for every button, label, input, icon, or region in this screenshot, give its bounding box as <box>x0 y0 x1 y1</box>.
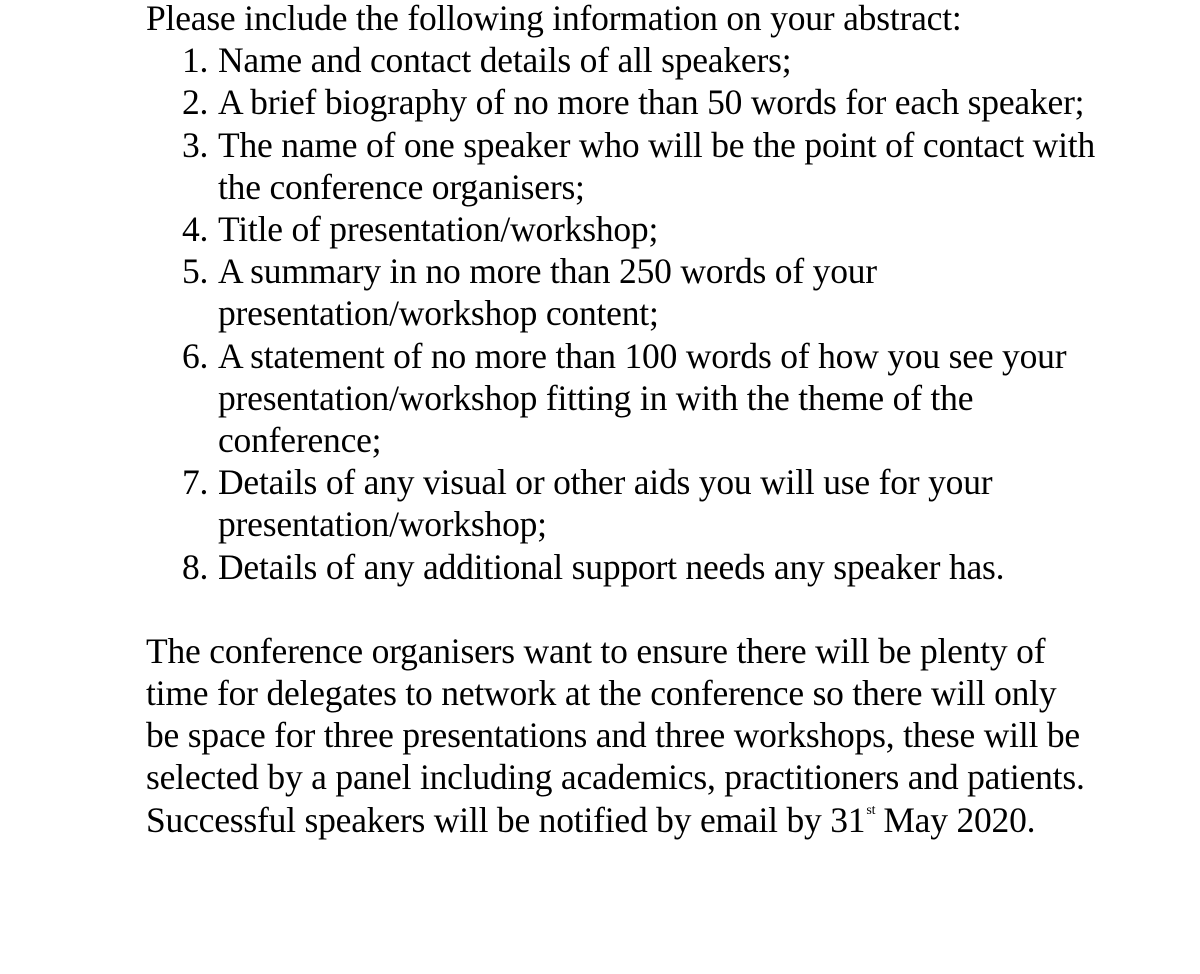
list-item <box>146 81 1096 123</box>
list-item-number: 1. <box>182 40 209 81</box>
list-item-number: 4. <box>182 209 209 250</box>
list-item-number: 6. <box>182 335 209 376</box>
list-item <box>146 124 1096 208</box>
list-item-text: A brief biography of no more than 50 words for each speaker; <box>218 82 1085 123</box>
list-item-text: Title of presentation/workshop; <box>218 209 659 250</box>
list-item-number: 5. <box>182 251 209 292</box>
ordinal-suffix: st <box>866 802 876 818</box>
list-item-text: Details of any visual or other aids you will use for your presentation/workshop; <box>218 462 993 545</box>
list-item <box>146 461 1096 545</box>
document-body <box>146 0 1096 841</box>
list-item-text: The name of one speaker who will be the point of contact with the conference organisers; <box>218 124 1095 207</box>
list-item-number: 7. <box>182 462 209 503</box>
selection-paragraph: The conference organisers want to ensure there will be plenty of time for delegates to network at the conference so there will only be space for three presentations and three workshops, these will be selected by a panel including academics, practitioners and patients. <box>146 630 1085 798</box>
list-item-text: Details of any additional support needs any speaker has. <box>218 546 1005 587</box>
list-item-text: Name and contact details of all speakers; <box>218 40 792 81</box>
list-item-number: 8. <box>182 546 209 587</box>
list-item <box>146 546 1096 588</box>
requirements-list <box>146 39 1096 588</box>
notification-date: May 2020. <box>883 799 1036 840</box>
list-item <box>146 39 1096 81</box>
list-item-text: A statement of no more than 100 words of how you see your presentation/workshop fitting in with the theme of the conference; <box>218 335 1067 461</box>
list-item <box>146 208 1096 250</box>
intro-text: Please include the following information on your abstract: <box>146 0 962 38</box>
list-item-text: A summary in no more than 250 words of your presentation/workshop content; <box>218 251 877 334</box>
list-item <box>146 335 1096 462</box>
list-item <box>146 250 1096 334</box>
notification-paragraph <box>146 799 1096 841</box>
list-item-number: 3. <box>182 124 209 165</box>
notification-text: Successful speakers will be notified by email by 31 <box>146 799 866 840</box>
list-item-number: 2. <box>182 82 209 123</box>
